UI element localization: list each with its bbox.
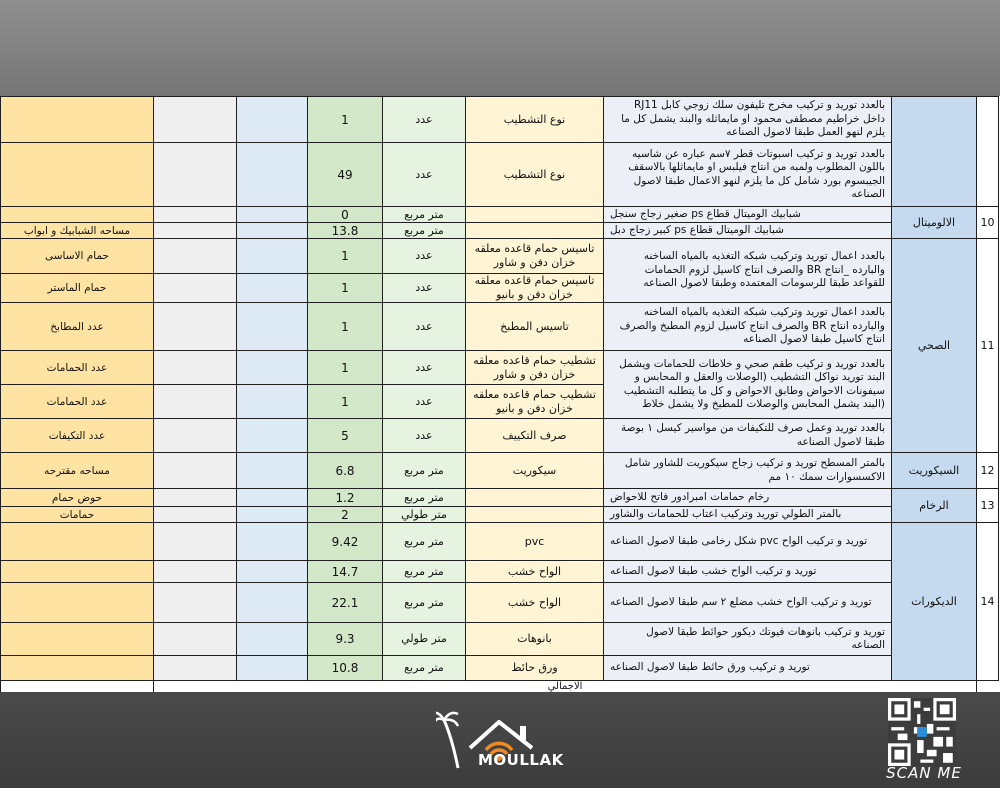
price-cell: [236, 384, 308, 419]
finish-type-cell: [465, 222, 604, 239]
top-banner: [0, 0, 1000, 96]
unit-cell: متر مربع: [382, 582, 466, 623]
note-cell: [0, 522, 154, 561]
finish-type-cell: سيكوريت: [465, 452, 604, 489]
item-description: توريد و تركيب الواح خشب مضلع ٢ سم طبقا لاصول الصناعه: [603, 582, 892, 623]
note-cell: حمامات: [0, 506, 154, 523]
unit-cell: متر مربع: [382, 206, 466, 223]
blank-cell: [153, 560, 237, 583]
item-description: توريد و تركيب الواح pvc شكل رخامى طبقا لاصول الصناعه: [603, 522, 892, 561]
quantity-cell: 1: [307, 384, 383, 419]
unit-cell: متر مربع: [382, 488, 466, 507]
finish-type-cell: تشطيب حمام قاعده معلقه خزان دفن و بانيو: [465, 384, 604, 419]
note-cell: عدد التكيفات: [0, 418, 154, 453]
item-number-cell: 14: [976, 522, 999, 681]
unit-cell: عدد: [382, 302, 466, 351]
price-cell: [236, 488, 308, 507]
category-cell: السيكوريت: [891, 452, 977, 489]
note-cell: [0, 560, 154, 583]
finish-type-cell: بانوهات: [465, 622, 604, 656]
note-cell: [0, 96, 154, 143]
item-number-cell: 12: [976, 452, 999, 489]
quantity-cell: 1: [307, 350, 383, 385]
unit-cell: عدد: [382, 418, 466, 453]
item-description: بالعدد توريد و تركيب طقم صحي و خلاطات للحمامات ويشمل البند توريد نواكل التشطيب (الوصلات والعقل و المحابس و سيفونات الاحواض وطابق الاحواض و كل ما يتطلبه التشطيب (البند يشمل المحابس والوصلات للمطبخ ولا يشمل خلاط: [603, 350, 892, 419]
note-cell: حمام الماستر: [0, 273, 154, 303]
item-description: شبابيك الوميتال قطاع ps صغير زجاج سنجل: [603, 206, 892, 223]
finish-type-cell: الواح خشب: [465, 582, 604, 623]
price-cell: [236, 302, 308, 351]
qr-code-icon: [888, 698, 956, 766]
note-cell: [0, 655, 154, 681]
finish-type-cell: [465, 206, 604, 223]
bill-of-quantities-table: [0, 96, 1000, 692]
blank-cell: [153, 238, 237, 274]
unit-cell: متر مربع: [382, 655, 466, 681]
price-cell: [236, 560, 308, 583]
blank-cell: [153, 506, 237, 523]
quantity-cell: 0: [307, 206, 383, 223]
item-number-cell: [976, 96, 999, 207]
finish-type-cell: تشطيب حمام قاعده معلقه خزان دفن و شاور: [465, 350, 604, 385]
category-cell: الرخام: [891, 488, 977, 523]
quantity-cell: 1.2: [307, 488, 383, 507]
item-description: بالعدد توريد و تركيب مخرج تليفون سلك زوجي كابل RJ11 داخل خراطيم مصطفى محمود او مايماثله والبند يشمل كل ما يلزم لنهو العمل طبقا لاصول الصناعه: [603, 96, 892, 143]
note-cell: مساحه الشبابيك و ابواب: [0, 222, 154, 239]
note-cell: [0, 142, 154, 207]
blank-cell: [153, 206, 237, 223]
finish-type-cell: تاسيس المطبخ: [465, 302, 604, 351]
item-description: بالعدد اعمال توريد وتركيب شبكه التغذيه بالمياه الساخنه والبارده انتاج BR والصرف انتاج كاسيل لزوم المطبخ والصرف انتاج كاسيل طبقا لاصول الصناعه: [603, 302, 892, 351]
finish-type-cell: تاسيس حمام قاعده معلقه خزان دفن و شاور: [465, 238, 604, 274]
price-cell: [236, 452, 308, 489]
quantity-cell: 2: [307, 506, 383, 523]
quantity-cell: 1: [307, 273, 383, 303]
item-description: توريد و تركيب ورق حائط طبقا لاصول الصناعه: [603, 655, 892, 681]
finish-type-cell: نوع التشطيب: [465, 96, 604, 143]
quantity-cell: 1: [307, 238, 383, 274]
note-cell: [0, 206, 154, 223]
item-number-cell: 13: [976, 488, 999, 523]
price-cell: [236, 142, 308, 207]
note-cell: [0, 582, 154, 623]
blank-cell: [153, 302, 237, 351]
price-cell: [236, 206, 308, 223]
price-cell: [236, 506, 308, 523]
unit-cell: عدد: [382, 142, 466, 207]
unit-cell: متر مربع: [382, 560, 466, 583]
note-cell: عدد الحمامات: [0, 384, 154, 419]
price-cell: [236, 350, 308, 385]
blank-cell: [153, 142, 237, 207]
blank-cell: [153, 384, 237, 419]
finish-type-cell: [465, 488, 604, 507]
brand-name: MOULLAK: [478, 751, 564, 769]
blank-cell: [153, 655, 237, 681]
blank-cell: [153, 96, 237, 143]
unit-cell: عدد: [382, 273, 466, 303]
quantity-cell: 9.3: [307, 622, 383, 656]
unit-cell: عدد: [382, 384, 466, 419]
quantity-cell: 49: [307, 142, 383, 207]
price-cell: [236, 273, 308, 303]
finish-type-cell: تاسيس حمام قاعده معلقه خزان دفن و بانيو: [465, 273, 604, 303]
item-description: بالمتر المسطح توريد و تركيب زجاج سيكوريت للشاور شامل الاكسسوارات سمك ١٠ مم: [603, 452, 892, 489]
blank-cell: [153, 273, 237, 303]
price-cell: [236, 96, 308, 143]
blank-cell: [153, 222, 237, 239]
finish-type-cell: الواح خشب: [465, 560, 604, 583]
note-cell: عدد المطابخ: [0, 302, 154, 351]
note-cell: عدد الحمامات: [0, 350, 154, 385]
item-description: شبابيك الوميتال قطاع ps كبير زجاج دبل: [603, 222, 892, 239]
quantity-cell: 9.42: [307, 522, 383, 561]
price-cell: [236, 222, 308, 239]
finish-type-cell: [465, 506, 604, 523]
item-description: توريد و تركيب بانوهات فيوتك ديكور حوائط طبقا لاصول الصناعه: [603, 622, 892, 656]
note-cell: [0, 622, 154, 656]
total-label: الاجمالي: [153, 680, 977, 693]
price-cell: [236, 655, 308, 681]
quantity-cell: 1: [307, 96, 383, 143]
price-cell: [236, 418, 308, 453]
quantity-cell: 22.1: [307, 582, 383, 623]
quantity-cell: 14.7: [307, 560, 383, 583]
unit-cell: متر طولي: [382, 506, 466, 523]
price-cell: [236, 238, 308, 274]
category-cell: الديكورات: [891, 522, 977, 681]
quantity-cell: 6.8: [307, 452, 383, 489]
item-description: بالعدد توريد وعمل صرف للتكيفات من مواسير كيسل ١ بوصة طبقا لاصول الصناعه: [603, 418, 892, 453]
quantity-cell: 10.8: [307, 655, 383, 681]
quantity-cell: 1: [307, 302, 383, 351]
unit-cell: عدد: [382, 96, 466, 143]
item-description: توريد و تركيب الواح خشب طبقا لاصول الصناعه: [603, 560, 892, 583]
item-description: بالمتر الطولي توريد وتركيب اعتاب للحمامات والشاور: [603, 506, 892, 523]
item-description: رخام حمامات امبرادور فاتح للاحواض: [603, 488, 892, 507]
item-description: بالعدد توريد و تركيب اسبوتات قطر ٧سم عباره عن شاسيه باللون المطلوب ولمبه من انتاج فيلبس او مايماثلها بالاسقف الجيبسوم بورد شامل كل ما يلزم لنهو الاعمال طبقا لاصول الصناعه: [603, 142, 892, 207]
finish-type-cell: pvc: [465, 522, 604, 561]
quantity-cell: 5: [307, 418, 383, 453]
finish-type-cell: نوع التشطيب: [465, 142, 604, 207]
blank-cell: [153, 522, 237, 561]
blank-cell: [153, 622, 237, 656]
unit-cell: متر مربع: [382, 522, 466, 561]
unit-cell: متر مربع: [382, 452, 466, 489]
price-cell: [236, 622, 308, 656]
finish-type-cell: ورق حائط: [465, 655, 604, 681]
item-number-cell: 10: [976, 206, 999, 239]
quantity-cell: 13.8: [307, 222, 383, 239]
note-cell: حوض حمام: [0, 488, 154, 507]
unit-cell: متر طولي: [382, 622, 466, 656]
item-description: بالعدد اعمال توريد وتركيب شبكه التغذيه بالمياه الساخنه والبارده _انتاج BR والصرف انتاج كاسيل لزوم الحمامات للقواعد طبقا للرسومات المعتمده وطبقا لاصول الصناعه: [603, 238, 892, 303]
blank-cell: [153, 488, 237, 507]
unit-cell: عدد: [382, 238, 466, 274]
category-cell: الالوميتال: [891, 206, 977, 239]
unit-cell: عدد: [382, 350, 466, 385]
scan-me-label: SCAN ME: [886, 764, 962, 782]
finish-type-cell: صرف التكييف: [465, 418, 604, 453]
blank-cell: [153, 418, 237, 453]
category-cell: الصحي: [891, 238, 977, 453]
price-cell: [236, 582, 308, 623]
blank-cell: [153, 452, 237, 489]
category-cell: [891, 96, 977, 207]
item-number-cell: 11: [976, 238, 999, 453]
blank-cell: [153, 582, 237, 623]
note-cell: حمام الاساسى: [0, 238, 154, 274]
price-cell: [236, 522, 308, 561]
unit-cell: متر مربع: [382, 222, 466, 239]
note-cell: مساحه مقترحه: [0, 452, 154, 489]
blank-cell: [153, 350, 237, 385]
